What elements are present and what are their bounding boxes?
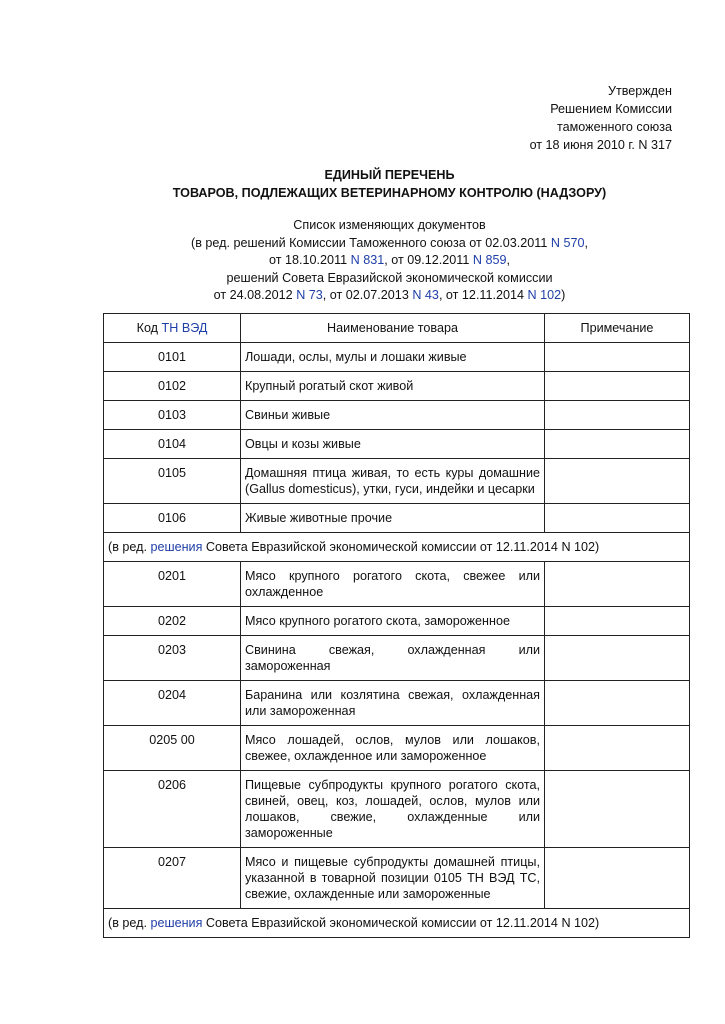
group-02-rows [104,562,690,909]
note-cell [545,607,690,636]
header-note: Примечание [545,314,690,343]
amend-text: (в ред. [108,540,151,554]
table-row [104,771,690,848]
amend-note-2 [104,909,690,938]
code-cell: 0102 [104,372,241,401]
table-row [104,401,690,430]
code-cell: 0106 [104,504,241,533]
table-row [104,636,690,681]
table-row [104,343,690,372]
code-cell: 0103 [104,401,241,430]
amending-text: от 24.08.2012 [213,288,297,302]
note-cell [545,636,690,681]
amending-text: от 18.10.2011 [269,253,351,267]
table-row [104,430,690,459]
amend-note-cell [104,909,690,938]
amend-note-1 [104,533,690,562]
table-row [104,562,690,607]
name-cell: Овцы и козы живые [241,430,545,459]
name-cell: Живые животные прочие [241,504,545,533]
code-cell: 0104 [104,430,241,459]
decision-link[interactable]: решения [150,540,203,554]
name-cell: Мясо крупного рогатого скота, замороженное [241,607,545,636]
doc-link-570[interactable]: N 570 [550,235,585,250]
table-row [104,372,690,401]
approval-block [530,82,672,154]
amending-line: решений Совета Евразийской экономической комиссии [226,270,553,285]
amending-text: ) [561,288,566,302]
name-cell: Мясо лошадей, ослов, мулов или лошаков, свежее, охлажденное или замороженное [241,726,545,771]
amend-text: Совета Евразийской экономической комиссии от 12.11.2014 N 102) [202,540,600,554]
note-cell [545,401,690,430]
tn-ved-link[interactable]: ТН ВЭД [161,321,208,335]
table-row [104,848,690,909]
approval-line: Решением Комиссии [550,102,672,116]
table-row [104,504,690,533]
doc-link-73[interactable]: N 73 [296,288,323,302]
doc-link-102[interactable]: N 102 [527,288,562,302]
note-cell [545,771,690,848]
code-cell: 0202 [104,607,241,636]
header-code-label: Код [136,321,162,335]
note-cell [545,562,690,607]
name-cell: Лошади, ослы, мулы и лошаки живые [241,343,545,372]
amending-text: , от 12.11.2014 [438,288,528,302]
code-cell: 0204 [104,681,241,726]
note-cell [545,372,690,401]
doc-link-43[interactable]: N 43 [412,288,439,302]
name-cell: Мясо и пищевые субпродукты домашней птицы, указанной в товарной позиции 0105 ТН ВЭД ТС, свежие, охлажденные или замороженные [241,848,545,909]
document-title [0,166,725,202]
goods-table [103,313,690,938]
amending-line [0,235,725,253]
amending-text: , от 09.12.2011 [384,253,473,267]
title-line: ЕДИНЫЙ ПЕРЕЧЕНЬ [324,168,455,182]
amending-heading: Список изменяющих документов [293,218,486,232]
code-cell: 0205 00 [104,726,241,771]
name-cell: Крупный рогатый скот живой [241,372,545,401]
header-name: Наименование товара [241,314,545,343]
table-row [104,607,690,636]
table-row [104,726,690,771]
decision-link[interactable]: решения [150,916,203,930]
amend-note-cell [104,533,690,562]
note-cell [545,848,690,909]
table-row [104,681,690,726]
doc-link-831[interactable]: N 831 [350,253,385,267]
amending-text: , от 02.07.2013 [322,288,413,302]
title-line: ТОВАРОВ, ПОДЛЕЖАЩИХ ВЕТЕРИНАРНОМУ КОНТРОЛЮ (НАДЗОРУ) [172,186,607,200]
note-cell [545,343,690,372]
amending-text: (в ред. решений Комиссии Таможенного союза от 02.03.2011 [191,235,551,250]
amend-note-row [104,533,690,562]
note-cell [545,504,690,533]
table-header-row [104,314,690,343]
table-row [104,459,690,504]
note-cell [545,681,690,726]
code-cell: 0201 [104,562,241,607]
amending-line [0,287,725,305]
doc-link-859[interactable]: N 859 [472,253,507,267]
name-cell: Баранина или козлятина свежая, охлажденная или замороженная [241,681,545,726]
group-01-rows [104,343,690,533]
header-code [104,314,241,343]
amending-documents-block [0,217,725,305]
code-cell: 0105 [104,459,241,504]
approval-line: таможенного союза [557,120,672,134]
note-cell [545,430,690,459]
name-cell: Мясо крупного рогатого скота, свежее или охлажденное [241,562,545,607]
amend-note-row [104,909,690,938]
approval-line: от 18 июня 2010 г. N 317 [529,138,672,152]
amend-text: (в ред. [108,916,151,930]
approval-line: Утвержден [607,84,672,98]
code-cell: 0101 [104,343,241,372]
note-cell [545,459,690,504]
code-cell: 0207 [104,848,241,909]
note-cell [545,726,690,771]
amend-text: Совета Евразийской экономической комиссии от 12.11.2014 N 102) [202,916,600,930]
code-cell: 0206 [104,771,241,848]
code-cell: 0203 [104,636,241,681]
amending-line [0,252,725,270]
name-cell: Домашняя птица живая, то есть куры домашние (Gallus domesticus), утки, гуси, индейки и цесарки [241,459,545,504]
name-cell: Свинина свежая, охлажденная или замороженная [241,636,545,681]
name-cell: Пищевые субпродукты крупного рогатого скота, свиней, овец, коз, лошадей, ослов, мулов или лошаков, свежие, охлажденные или замороженные [241,771,545,848]
name-cell: Свиньи живые [241,401,545,430]
amending-text: , [584,235,588,250]
amending-text: , [506,253,510,267]
